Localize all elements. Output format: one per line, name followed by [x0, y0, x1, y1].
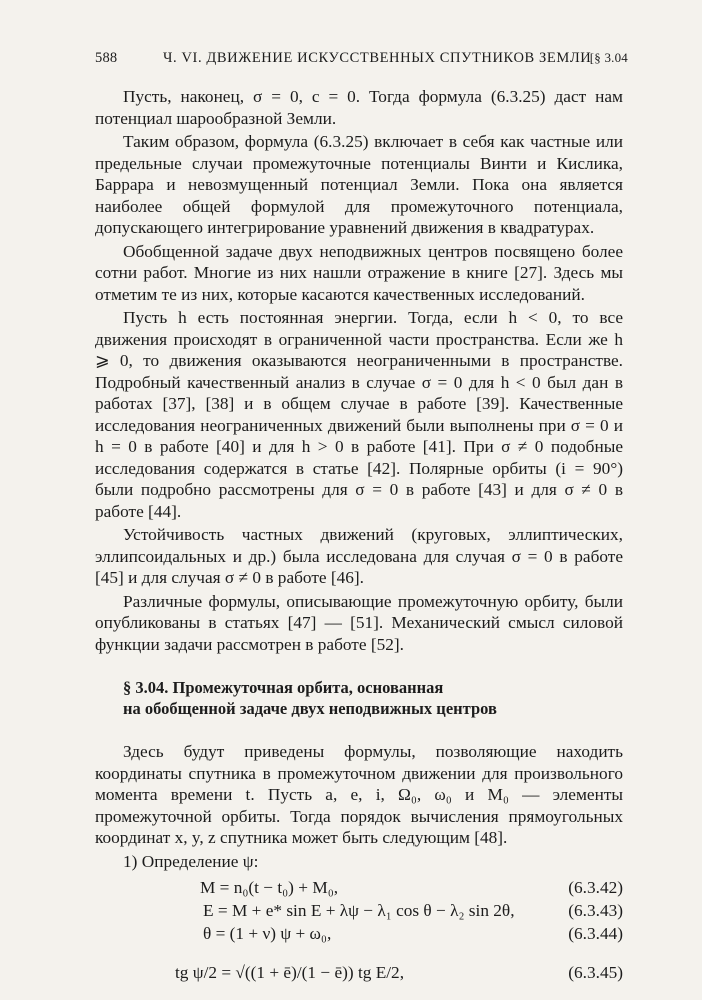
paragraph: Здесь будут приведены формулы, позволяющие находить координаты спутника в промежуточном движении для произвольного момента времени t. Пусть a, e, i, Ω₀, ω₀ и M₀ — элементы промежуточной орбиты. Тогда порядок вычисления прямоугольных координат x, y, z спутника может быть следующим [48]. [95, 742, 623, 847]
equation [95, 922, 623, 945]
equation-number: (6.3.45) [568, 963, 623, 982]
paragraph: Таким образом, формула (6.3.25) включает в себя как частные или предельные случаи промежуточные потенциалы Винти и Кислика, Баррара и невозмущенный потенциал Земли. Пока она является наиболее общей формулой для промежуточного потенциала, допускающего интегрирование уравнений движения в квадратурах. [95, 132, 623, 237]
equation [95, 951, 623, 995]
section-heading-line: § 3.04. Промежуточная орбита, основанная [123, 678, 444, 697]
page-number: 588 [95, 50, 118, 66]
equation-number: (6.3.44) [568, 924, 623, 943]
paragraph: Пусть h есть постоянная энергии. Тогда, если h < 0, то все движения происходят в ограниченной части пространства. Если же h ⩾ 0, то движения оказываются неограниченными в пространстве. Подробный качественный анализ в случае σ = 0 для h < 0 был дан в работах [37], [38] и в общем случае в работе [39]. Качественные исследования неограниченных движений были выполнены при σ = 0 и h = 0 в работе [40] и для h > 0 в работе [41]. При σ ≠ 0 подобные исследования содержатся в статье [42]. Полярные орбиты (i = 90°) были подробно рассмотрены для σ = 0 в работе [43] и для σ ≠ 0 в работе [44]. [95, 308, 623, 521]
equation-number: (6.3.43) [568, 901, 623, 920]
equation-number: (6.3.42) [568, 878, 623, 897]
paragraph: Пусть, наконец, σ = 0, c = 0. Тогда формула (6.3.25) даст нам потенциал шарообразной Земли. [95, 87, 623, 128]
main-text [95, 86, 623, 995]
equation-formula: E = M + e* sin E + λψ − λ₁ cos θ − λ₂ sin 2θ, [203, 901, 515, 920]
equation [95, 876, 623, 899]
equation [95, 899, 623, 922]
chapter-title: Ч. VI. ДВИЖЕНИЕ ИСКУССТВЕННЫХ СПУТНИКОВ ЗЕМЛИ [163, 50, 592, 66]
paragraph: Устойчивость частных движений (круговых, эллиптических, эллипсоидальных и др.) была исследована для случая σ = 0 в работе [45] и для случая σ ≠ 0 в работе [46]. [95, 525, 623, 587]
equation-formula: θ = (1 + ν) ψ + ω₀, [203, 924, 332, 943]
paragraph: Различные формулы, описывающие промежуточную орбиту, были опубликованы в статьях [47] — [51]. Механический смысл силовой функции задачи рассмотрен в работе [52]. [95, 591, 623, 654]
section-reference: [§ 3.04 [589, 50, 628, 65]
equation-formula: M = n₀(t − t₀) + M₀, [200, 878, 339, 897]
section-heading [95, 677, 623, 719]
equation-formula: tg ψ/2 = √((1 + ē)/(1 − ē)) tg E/2, [175, 963, 405, 982]
step-label: 1) Определение ψ: [123, 851, 259, 871]
running-header [95, 50, 628, 72]
paragraph: Обобщенной задаче двух неподвижных центров посвящено более сотни работ. Многие из них нашли отражение в книге [27]. Здесь мы отметим те из них, которые касаются качественных исследований. [95, 241, 623, 304]
section-heading-line: на обобщенной задаче двух неподвижных центров [123, 699, 497, 718]
